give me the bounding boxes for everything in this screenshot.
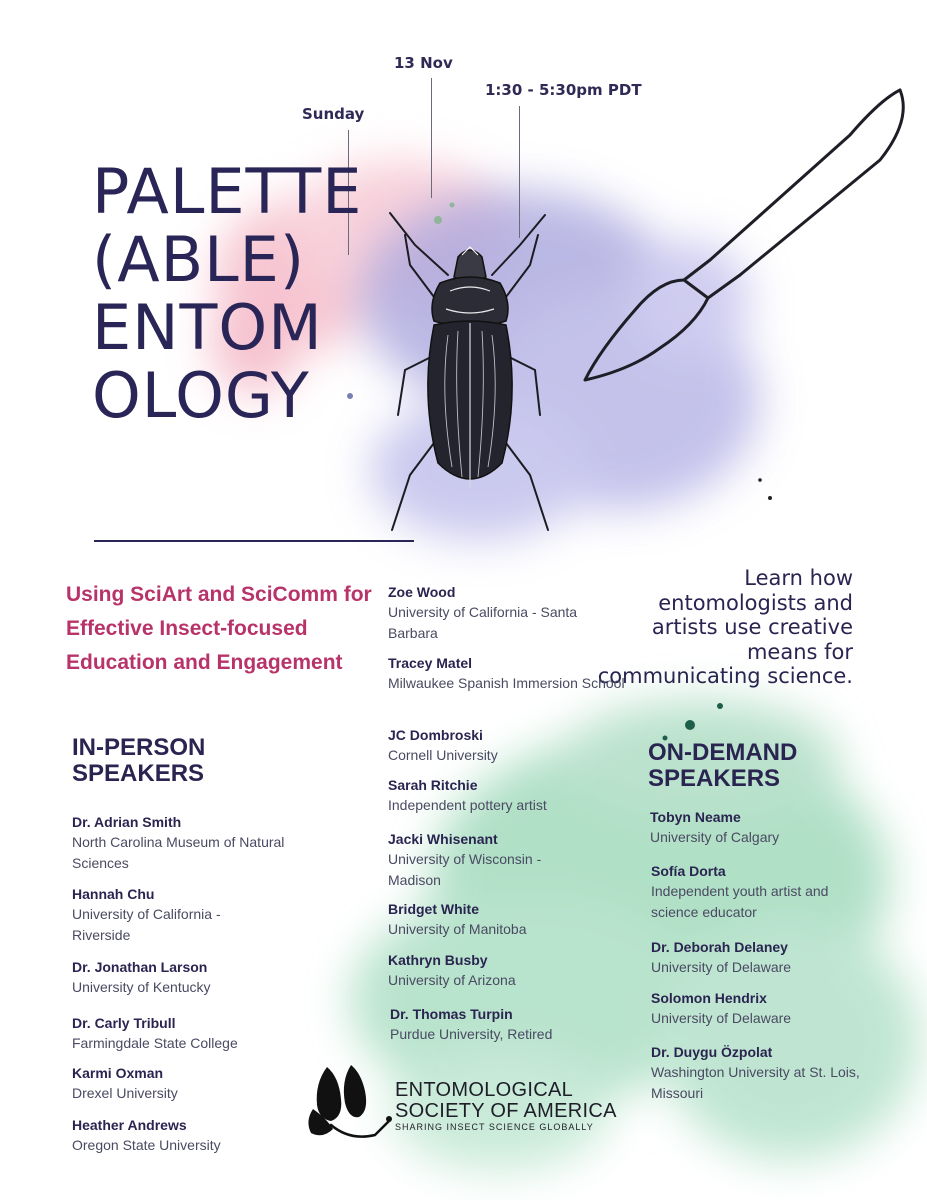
- speaker-name: Dr. Thomas Turpin: [390, 1006, 513, 1022]
- in-person-heading: IN-PERSON SPEAKERS: [72, 734, 206, 787]
- speaker-affiliation: Drexel University: [72, 1085, 178, 1101]
- esa-name-line1: ENTOMOLOGICAL: [395, 1079, 574, 1101]
- speaker-card: [72, 957, 312, 998]
- on-demand-heading: ON-DEMAND SPEAKERS: [648, 739, 798, 792]
- speaker-name: Dr. Carly Tribull: [72, 1015, 176, 1031]
- speaker-card: [388, 950, 628, 991]
- beetle-illustration: [370, 205, 570, 535]
- speaker-card: [650, 807, 880, 848]
- speaker-name: Dr. Deborah Delaney: [651, 939, 788, 955]
- speaker-card: [72, 1063, 312, 1104]
- event-day: Sunday: [302, 105, 365, 123]
- speaker-affiliation: University of Arizona: [388, 972, 516, 988]
- paintbrush-illustration: [580, 80, 920, 390]
- speaker-name: Solomon Hendrix: [651, 990, 767, 1006]
- speaker-name: Dr. Duygu Özpolat: [651, 1044, 773, 1060]
- speaker-name: JC Dombroski: [388, 727, 483, 743]
- esa-name-line2: SOCIETY OF AMERICA: [395, 1100, 617, 1122]
- speaker-affiliation: University of Calgary: [650, 829, 780, 845]
- speaker-affiliation: University of California - Santa Barbara: [388, 604, 578, 641]
- esa-tagline: SHARING INSECT SCIENCE GLOBALLY: [395, 1122, 594, 1132]
- speaker-name: Tracey Matel: [388, 655, 473, 671]
- speaker-affiliation: North Carolina Museum of Natural Sciences: [72, 834, 285, 871]
- speaker-affiliation: Cornell University: [388, 747, 498, 763]
- speaker-affiliation: Washington University at St. Lois, Missouri: [651, 1064, 860, 1101]
- speaker-card: [651, 988, 881, 1029]
- speaker-name: Kathryn Busby: [388, 952, 488, 968]
- title-line: (ABLE): [92, 223, 306, 296]
- event-tagline: Learn how entomologists and artists use creative means for communicating science.: [597, 566, 853, 688]
- date-guide-line: [431, 78, 432, 198]
- speaker-card: [390, 1004, 630, 1045]
- event-time: 1:30 - 5:30pm PDT: [485, 81, 642, 99]
- speaker-affiliation: Milwaukee Spanish Immersion School: [388, 675, 625, 691]
- speaker-card: [72, 812, 292, 874]
- event-title: [92, 155, 363, 432]
- speaker-card: [388, 582, 588, 644]
- speaker-name: Dr. Adrian Smith: [72, 814, 182, 830]
- speaker-affiliation: University of Kentucky: [72, 979, 211, 995]
- speaker-name: Tobyn Neame: [650, 809, 741, 825]
- event-subtitle: Using SciArt and SciComm for Effective Insect-focused Education and Engagement: [66, 583, 372, 674]
- event-date: 13 Nov: [394, 54, 453, 72]
- speaker-card: [72, 1013, 312, 1054]
- speaker-affiliation: University of Wisconsin - Madison: [388, 851, 542, 888]
- speaker-card: [388, 829, 588, 891]
- speaker-card: [651, 861, 861, 923]
- speaker-affiliation: University of Delaware: [651, 959, 792, 975]
- speaker-card: [651, 1042, 861, 1104]
- speaker-name: Sarah Ritchie: [388, 777, 478, 793]
- speaker-name: Dr. Jonathan Larson: [72, 959, 208, 975]
- speaker-card: [72, 884, 272, 946]
- speaker-affiliation: Farmingdale State College: [72, 1035, 238, 1051]
- speaker-name: Karmi Oxman: [72, 1065, 164, 1081]
- title-line: PALETTE: [92, 155, 363, 228]
- title-line: OLOGY: [92, 359, 310, 432]
- speaker-affiliation: Purdue University, Retired: [390, 1026, 553, 1042]
- speaker-affiliation: Independent youth artist and science educator: [651, 883, 829, 920]
- esa-butterfly-logo: [305, 1063, 395, 1147]
- speaker-affiliation: University of Delaware: [651, 1010, 792, 1026]
- speaker-card: [72, 1115, 312, 1156]
- speaker-name: Heather Andrews: [72, 1117, 187, 1133]
- speaker-card: [388, 899, 628, 940]
- esa-wordmark: [395, 1080, 617, 1132]
- speaker-affiliation: University of Manitoba: [388, 921, 527, 937]
- speaker-name: Hannah Chu: [72, 886, 155, 902]
- speaker-name: Zoe Wood: [388, 584, 456, 600]
- speaker-name: Jacki Whisenant: [388, 831, 498, 847]
- speaker-name: Bridget White: [388, 901, 479, 917]
- speaker-card: [388, 653, 628, 694]
- speaker-card: [388, 725, 628, 766]
- speaker-card: [651, 937, 881, 978]
- speaker-affiliation: University of California - Riverside: [72, 906, 221, 943]
- title-line: ENTOM: [92, 291, 323, 364]
- speaker-card: [388, 775, 628, 816]
- speaker-affiliation: Independent pottery artist: [388, 797, 547, 813]
- speaker-affiliation: Oregon State University: [72, 1137, 221, 1153]
- title-underline: [94, 540, 414, 542]
- speaker-name: Sofía Dorta: [651, 863, 726, 879]
